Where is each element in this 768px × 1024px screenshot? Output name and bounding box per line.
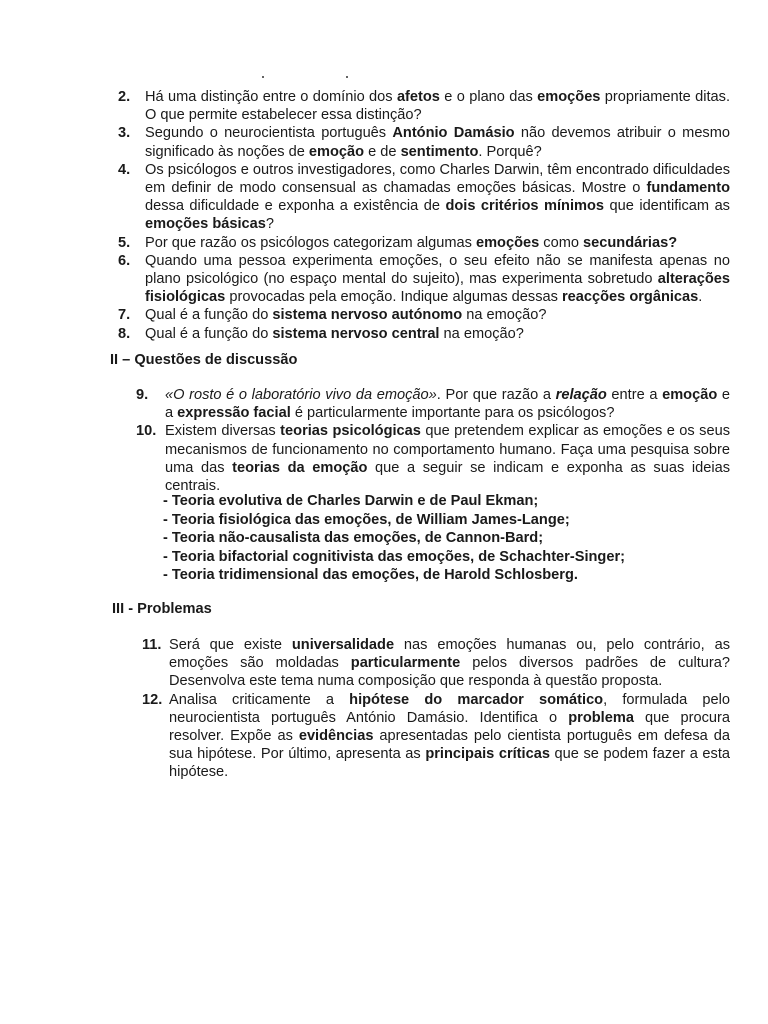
scan-speck bbox=[346, 76, 348, 78]
emphasized-text: emoções bbox=[475, 234, 540, 251]
question-text bbox=[169, 691, 730, 782]
question-text bbox=[145, 234, 730, 252]
text-segment: Será que existe bbox=[169, 637, 292, 653]
emphasized-text: emoções bbox=[537, 89, 601, 105]
emphasized-text: principais críticas bbox=[425, 746, 550, 763]
emphasized-text: hipótese do marcador somático bbox=[349, 691, 604, 708]
emphasized-text: emoção bbox=[662, 387, 718, 403]
text-segment: . Porquê? bbox=[478, 143, 542, 160]
question-text bbox=[145, 325, 730, 343]
text-segment: pelos diversos padrões de cultura? Desenvolva este tema numa composição que responda à questão proposta. bbox=[169, 655, 730, 690]
text-segment: provocadas pela emoção. Indique algumas dessas bbox=[225, 289, 562, 306]
text-segment: Há uma distinção entre o domínio dos bbox=[145, 89, 397, 105]
text-segment: Por que razão os psicólogos categorizam algumas bbox=[145, 234, 476, 251]
question-number: 6. bbox=[118, 252, 131, 269]
question-text bbox=[145, 161, 730, 234]
question-number: 11. bbox=[142, 637, 162, 653]
question-item bbox=[142, 691, 730, 782]
text-segment: que pretendem explicar as emoções e os seus mecanismos de funcionamento no comportamento humano. Faça uma pesquisa sobre uma das bbox=[165, 423, 730, 476]
text-segment: . Por que razão a bbox=[436, 387, 556, 403]
question-list-part1 bbox=[118, 88, 730, 343]
text-segment: que se podem fazer a esta hipótese. bbox=[169, 746, 731, 781]
text-segment: . bbox=[698, 289, 703, 306]
question-text bbox=[145, 88, 730, 124]
emphasized-text: sentimento bbox=[400, 143, 479, 160]
theories-list bbox=[163, 492, 723, 585]
text-segment: que procura resolver. Expõe as bbox=[169, 709, 730, 745]
emphasized-text: teorias psicológicas bbox=[280, 423, 421, 440]
text-segment: Existem diversas bbox=[165, 423, 281, 440]
emphasized-text: sistema nervoso autónomo bbox=[272, 307, 463, 324]
question-number: 5. bbox=[118, 234, 131, 251]
text-segment: na emoção? bbox=[439, 325, 524, 342]
emphasized-text: particularmente bbox=[350, 655, 461, 672]
question-item bbox=[118, 124, 730, 160]
question-item bbox=[118, 161, 730, 234]
question-item bbox=[136, 422, 730, 495]
text-segment: apresentadas pelo cientista português em defesa da sua hipótese. Por último, apresenta as bbox=[169, 728, 730, 763]
question-number: 7. bbox=[118, 307, 131, 324]
emphasized-text: problema bbox=[568, 709, 634, 726]
question-number: 9. bbox=[136, 387, 149, 403]
question-list-discussion bbox=[136, 386, 730, 495]
question-item bbox=[142, 636, 730, 691]
question-number: 10. bbox=[136, 423, 157, 440]
text-segment: e de bbox=[364, 143, 401, 160]
theory-item: - Teoria bifactorial cognitivista das emoções, de Schachter-Singer; bbox=[163, 548, 625, 565]
text-segment: nas emoções humanas ou, pelo contrário, as emoções são moldadas bbox=[169, 637, 730, 672]
emphasized-text: «O rosto é o laboratório vivo da emoção» bbox=[165, 387, 437, 403]
emphasized-text: reacções orgânicas bbox=[561, 289, 699, 306]
question-number: 12. bbox=[142, 691, 163, 708]
text-segment: Os psicólogos e outros investigadores, como Charles Darwin, têm encontrado dificuldades em definir de modo consensual as chamadas emoções básicas. Mostre o bbox=[145, 161, 730, 197]
emphasized-text: afetos bbox=[396, 89, 440, 105]
emphasized-text: emoção bbox=[308, 143, 365, 160]
question-number: 3. bbox=[118, 125, 131, 142]
question-text bbox=[145, 124, 730, 160]
question-text bbox=[165, 386, 730, 422]
question-number: 2. bbox=[118, 89, 131, 105]
text-segment: Qual é a função do bbox=[145, 307, 273, 324]
theory-item: - Teoria não-causalista das emoções, de Cannon-Bard; bbox=[163, 530, 544, 547]
section-heading-problems: III - Problemas bbox=[112, 601, 212, 617]
emphasized-text: dois critérios mínimos bbox=[445, 198, 605, 215]
question-number: 8. bbox=[118, 325, 131, 342]
text-segment: é particularmente importante para os psicólogos? bbox=[290, 405, 615, 422]
emphasized-text: relação bbox=[555, 387, 607, 403]
question-text bbox=[169, 636, 730, 691]
emphasized-text: sistema nervoso central bbox=[272, 325, 440, 342]
section-heading-discussion: II – Questões de discussão bbox=[110, 352, 298, 368]
text-segment: propriamente ditas. O que permite estabelecer essa distinção? bbox=[145, 89, 731, 124]
emphasized-text: emoções básicas bbox=[145, 216, 266, 233]
question-text bbox=[145, 252, 730, 307]
emphasized-text: alterações fisiológicas bbox=[145, 271, 730, 306]
question-text bbox=[145, 306, 730, 324]
question-item bbox=[118, 306, 730, 324]
scan-speck bbox=[262, 76, 264, 78]
text-segment: Quando uma pessoa experimenta emoções, o seu efeito não se manifesta apenas no plano psicológico (no espaço mental do sujeito), mas experimenta sobretudo bbox=[145, 252, 730, 288]
text-segment: que identificam as bbox=[604, 198, 730, 215]
question-list-problems bbox=[142, 636, 730, 782]
emphasized-text: universalidade bbox=[291, 637, 395, 653]
emphasized-text: expressão facial bbox=[177, 405, 291, 422]
text-segment: , formulada pelo neurocientista português António Damásio. Identifica o bbox=[169, 691, 730, 726]
text-segment: entre a bbox=[606, 387, 663, 403]
theory-item: - Teoria tridimensional das emoções, de Harold Schlosberg. bbox=[163, 567, 578, 584]
text-segment: dessa dificuldade e exponha a existência de bbox=[145, 198, 446, 215]
text-segment: Segundo o neurocientista português bbox=[145, 125, 393, 142]
text-segment: que a seguir se indicam e exponha as suas ideias centrais. bbox=[165, 459, 730, 495]
text-segment: ? bbox=[265, 216, 275, 233]
question-text bbox=[165, 422, 730, 495]
text-segment: Analisa criticamente a bbox=[169, 691, 350, 708]
text-segment: como bbox=[539, 234, 584, 251]
question-item bbox=[118, 88, 730, 124]
emphasized-text: fundamento bbox=[646, 180, 730, 197]
question-item bbox=[118, 325, 730, 343]
text-segment: na emoção? bbox=[462, 307, 547, 324]
theory-item: - Teoria evolutiva de Charles Darwin e de Paul Ekman; bbox=[163, 493, 539, 509]
text-segment: não devemos atribuir o mesmo significado às noções de bbox=[145, 125, 731, 160]
question-item bbox=[118, 252, 730, 307]
emphasized-text: António Damásio bbox=[392, 125, 515, 142]
text-segment: e o plano das bbox=[439, 89, 538, 105]
text-segment: e a bbox=[165, 387, 730, 422]
emphasized-text: teorias da emoção bbox=[232, 459, 368, 476]
question-item bbox=[136, 386, 730, 422]
question-item bbox=[118, 234, 730, 252]
emphasized-text: evidências bbox=[298, 728, 374, 745]
theory-item: - Teoria fisiológica das emoções, de William James-Lange; bbox=[163, 511, 570, 528]
question-number: 4. bbox=[118, 161, 131, 178]
emphasized-text: secundárias? bbox=[583, 234, 678, 251]
text-segment: Qual é a função do bbox=[145, 325, 273, 342]
